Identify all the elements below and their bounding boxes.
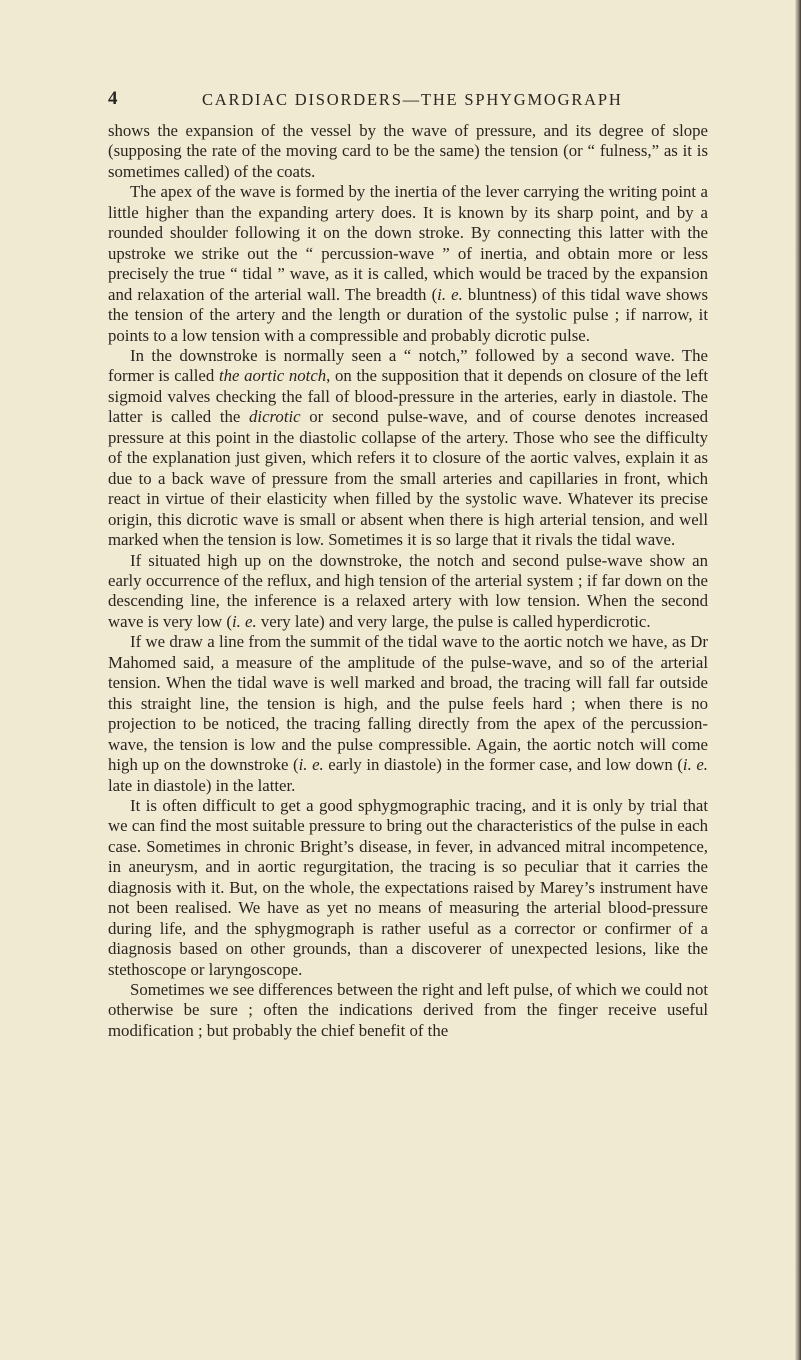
paragraph-7: Sometimes we see differences between the right and left pulse, of which we could not otherwise be sure ; often the indications derived from the finger receive useful modification ; but probably the chief benefit of the — [108, 980, 708, 1040]
paragraph-5: If we draw a line from the summit of the tidal wave to the aortic notch we have, as Dr Mahomed said, a measure of the amplitude of the pulse-wave, and so of the arterial tension. When the tidal wave is well marked and broad, the tracing will fall far outside this straight line, the tension is high, and the pulse feels hard ; when there is no projection to be noticed, the tracing falling directly from the apex of the percussion-wave, the tension is low and the pulse compressible. Again, the aortic notch will come high up on the downstroke (i. e. early in diastole) in the former case, and low down (i. e. late in diastole) in the latter. — [108, 632, 708, 795]
page-edge-shadow — [795, 0, 801, 1360]
paragraph-2: The apex of the wave is formed by the inertia of the lever carrying the writing point a little higher than the expanding artery does. It is known by its sharp point, and by a rounded shoulder following it on the down stroke. By connecting this latter with the upstroke we strike out the “ percussion-wave ” of inertia, and obtain more or less precisely the true “ tidal ” wave, as it is called, which would be traced by the expansion and relaxation of the arterial wall. The breadth (i. e. bluntness) of this tidal wave shows the tension of the artery and the length or duration of the systolic pulse ; if narrow, it points to a low tension with a compressible and probably dicrotic pulse. — [108, 182, 708, 345]
paragraph-1: shows the expansion of the vessel by the wave of pressure, and its degree of slope (supposing the rate of the moving card to be the same) the tension (or “ fulness,” as it is sometimes called) of the coats. — [108, 121, 708, 181]
body-text — [108, 121, 708, 1041]
paragraph-6: It is often difficult to get a good sphygmographic tracing, and it is only by trial that we can find the most suitable pressure to bring out the characteristics of the pulse in each case. Sometimes in chronic Bright’s disease, in fever, in advanced mitral incompetence, in aneurysm, and in aortic regurgitation, the tracing is so peculiar that it carries the diagnosis with it. But, on the whole, the expectations raised by Marey’s instrument have not been realised. We have as yet no means of measuring the arterial blood-pressure during life, and the sphygmograph is rather useful as a corrector or confirmer of a diagnosis based on other grounds, than a discoverer of unexpected lesions, like the stethoscope or laryngoscope. — [108, 795, 708, 979]
paragraph-4: If situated high up on the downstroke, the notch and second pulse-wave show an early occurrence of the reflux, and high tension of the arterial system ; if far down on the descending line, the inference is a relaxed artery with low tension. When the second wave is very low (i. e. very late) and very large, the pulse is called hyperdicrotic. — [108, 550, 708, 631]
page-header — [108, 88, 708, 112]
running-title: CARDIAC DISORDERS—THE SPHYGMOGRAPH — [202, 90, 623, 109]
page-number: 4 — [108, 88, 118, 109]
paragraph-3: In the downstroke is normally seen a “ notch,” followed by a second wave. The former is called the aortic notch, on the supposition that it depends on closure of the left sigmoid valves checking the fall of blood-pressure in the arteries, early in diastole. The latter is called the dicrotic or second pulse-wave, and of course denotes increased pressure at this point in the diastolic collapse of the artery. Those who see the difficulty of the explanation just given, which refers it to closure of the aortic valves, explain it as due to a back wave of pressure from the small arteries and capillaries in front, which react in virtue of their elasticity when filled by the systolic wave. Whatever its precise origin, this dicrotic wave is small or absent when there is high arterial tension, and well marked when the tension is low. Sometimes it is so large that it rivals the tidal wave. — [108, 345, 708, 550]
